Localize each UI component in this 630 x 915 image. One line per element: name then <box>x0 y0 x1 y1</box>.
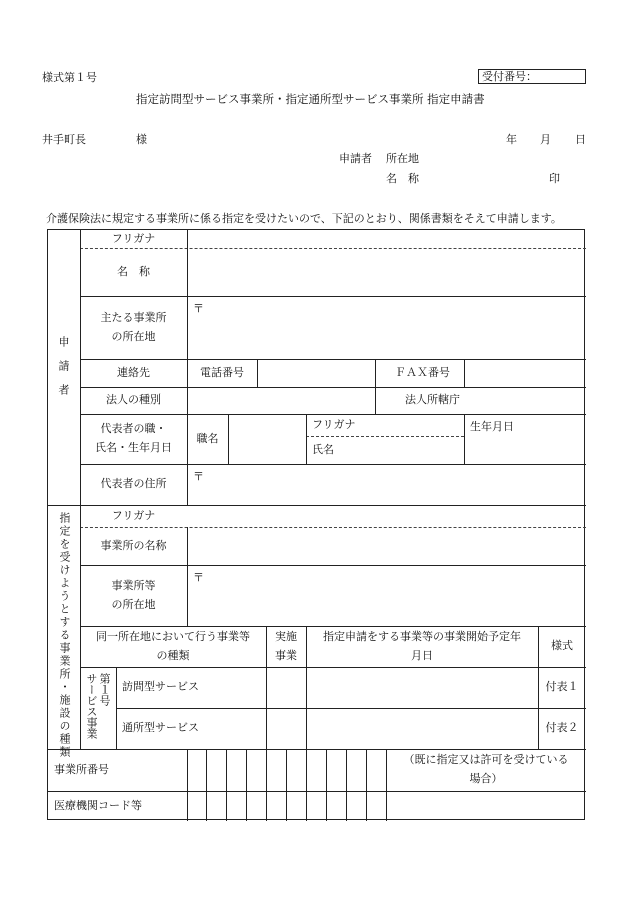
rep-address-input[interactable] <box>187 468 586 505</box>
furigana-input[interactable] <box>187 230 586 248</box>
date-year: 年 <box>506 133 517 146</box>
applicant-address-label: 所在地 <box>386 152 419 165</box>
contact-label: 連絡先 <box>117 365 150 379</box>
start-date-column-header: 指定申請をする事業等の事業開始予定年 月日 <box>323 629 521 662</box>
application-form-table <box>47 229 585 820</box>
visit-service-label: 訪問型サービス <box>122 680 199 694</box>
postal-mark: 〒 <box>193 302 204 315</box>
phone-label: 電話番号 <box>200 365 244 379</box>
day-service-implemented[interactable] <box>266 708 306 749</box>
implemented-column-header: 実施 事業 <box>275 629 297 662</box>
facility-address-input[interactable] <box>187 569 586 626</box>
applicant-name-input[interactable] <box>187 248 586 296</box>
corp-type-label: 法人の種別 <box>106 393 161 407</box>
form-number: 様式第１号 <box>42 71 97 84</box>
services-column-header: 同一所在地において行う事業等 の種類 <box>96 629 250 662</box>
rep-postal-mark: 〒 <box>193 470 204 483</box>
day-service-start-date[interactable] <box>306 708 538 749</box>
facility-side-label: 指定を受けようとする事業所・施設の種類 <box>58 512 71 759</box>
furigana-label: フリガナ <box>111 231 156 245</box>
phone-input[interactable] <box>257 359 375 387</box>
corp-authority-input[interactable] <box>464 387 586 414</box>
applicant-label: 申請者 <box>339 152 372 165</box>
rep-name-label: 氏名 <box>312 442 334 456</box>
representative-label: 代表者の職・ 氏名・生年月日 <box>95 422 172 454</box>
date-month: 月 <box>540 133 551 146</box>
fax-label: ＦＡＸ番号 <box>395 365 450 379</box>
applicant-side-label: 申請者 <box>57 336 70 408</box>
visit-service-implemented[interactable] <box>266 667 306 708</box>
position-input[interactable] <box>228 414 306 464</box>
receipt-number-label: 受付番号： <box>482 70 537 83</box>
office-address-label: 主たる事業所 の所在地 <box>100 310 167 343</box>
facility-furigana-label: フリガナ <box>111 508 156 522</box>
service-category-label-b: サービス事業 <box>85 673 98 739</box>
receipt-number-box[interactable] <box>478 69 586 84</box>
service-category-label-a: 第１号 <box>98 673 111 706</box>
day-service-label: 通所型サービス <box>122 721 199 735</box>
rep-address-label: 代表者の住所 <box>100 477 167 491</box>
visit-service-form: 付表１ <box>545 680 579 694</box>
fax-input[interactable] <box>464 359 586 387</box>
date-day: 日 <box>575 133 586 146</box>
visit-service-start-date[interactable] <box>306 667 538 708</box>
birthdate-label: 生年月日 <box>470 420 514 433</box>
intro-text: 介護保険法に規定する事業所に係る指定を受けたいので、下記のとおり、関係書類をそえて申請します。 <box>46 212 562 225</box>
applicant-name-label: 名 称 <box>117 264 150 278</box>
seal-mark: 印 <box>549 172 560 185</box>
document-title: 指定訪問型サービス事業所・指定通所型サービス事業所 指定申請書 <box>136 92 485 106</box>
office-number-label: 事業所番号 <box>54 762 109 776</box>
honorific: 様 <box>136 133 147 146</box>
rep-furigana-label: フリガナ <box>312 417 356 431</box>
addressee: 井手町長 <box>42 133 86 146</box>
form-column-header: 様式 <box>551 639 573 653</box>
facility-postal-mark: 〒 <box>193 571 204 584</box>
corp-type-input[interactable] <box>187 387 375 414</box>
facility-address-label: 事業所等 の所在地 <box>111 578 156 611</box>
day-service-form: 付表２ <box>545 721 579 735</box>
office-number-note: （既に指定又は許可を受けている 場合） <box>403 753 569 785</box>
medical-code-label: 医療機関コード等 <box>54 798 142 812</box>
office-address-input[interactable] <box>187 300 586 359</box>
facility-name-label: 事業所の名称 <box>100 538 167 552</box>
facility-furigana-input[interactable] <box>187 505 586 527</box>
applicant-name-label: 名 称 <box>386 172 419 185</box>
corp-authority-label: 法人所轄庁 <box>405 393 460 407</box>
position-label: 職名 <box>196 431 219 445</box>
facility-name-input[interactable] <box>187 527 586 565</box>
